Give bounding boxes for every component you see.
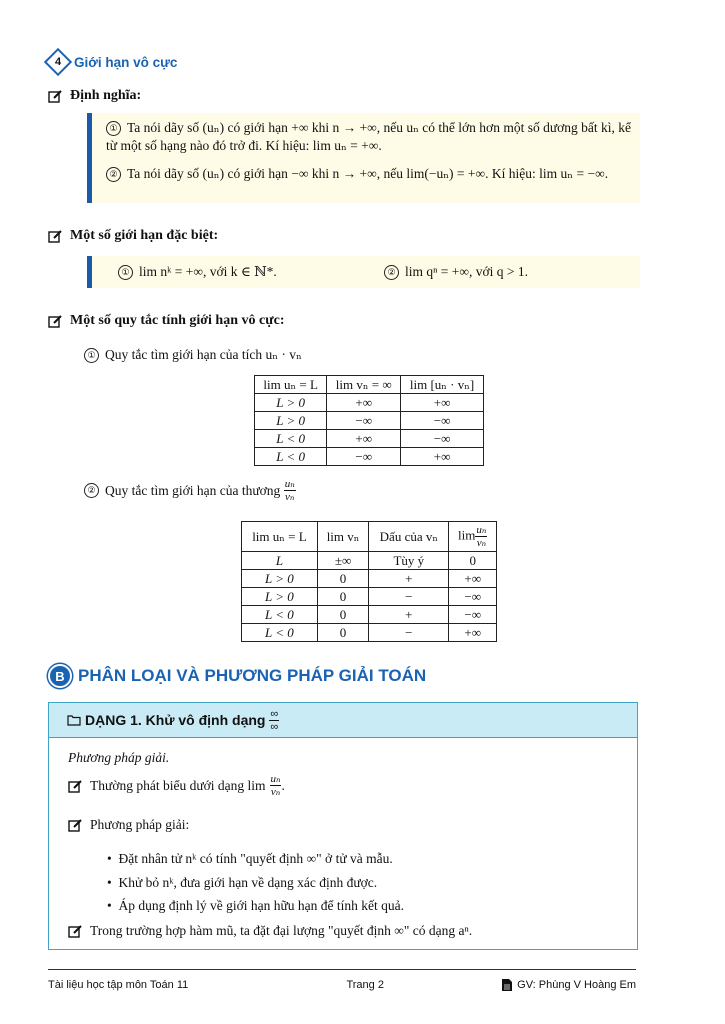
edit-icon xyxy=(68,779,82,793)
document-icon xyxy=(502,979,512,991)
table-row: L > 0 −∞ −∞ xyxy=(255,412,484,430)
rule-1-text: ① Quy tắc tìm giới hạn của tích uₙ · vₙ xyxy=(84,347,302,363)
dang-1-point-3: Trong trường hợp hàm mũ, ta đặt đại lượng "quyết định ∞" có dạng aⁿ. xyxy=(68,923,472,939)
table-header-row: lim uₙ = L lim vₙ Dấu của vₙ lim $\frac{\text{uₙ}}{\text{vₙ}}$ xyxy=(242,522,497,552)
definition-heading: Định nghĩa: xyxy=(48,88,141,104)
edit-icon xyxy=(48,314,62,328)
section-b-title: PHÂN LOẠI VÀ PHƯƠNG PHÁP GIẢI TOÁN xyxy=(78,666,427,685)
table-row: L < 0 0 + −∞ xyxy=(242,606,497,624)
table-row: L > 0 0 + +∞ xyxy=(242,570,497,588)
table-row: L > 0 +∞ +∞ xyxy=(255,394,484,412)
page-footer xyxy=(48,969,636,991)
section-b-header xyxy=(48,664,426,688)
special-limit-2: ② lim qⁿ = +∞, với q > 1. xyxy=(384,264,528,280)
table-row: L < 0 −∞ +∞ xyxy=(255,448,484,466)
folder-icon xyxy=(67,714,81,726)
product-rule-table xyxy=(254,375,484,466)
edit-icon xyxy=(68,924,82,938)
special-limit-1: ① lim nᵏ = +∞, với k ∈ ℕ*. xyxy=(118,264,277,280)
dang-1-point-1: Thường phát biểu dưới dạng lim $\frac{\text{uₙ}}{\text{vₙ}}$ . xyxy=(68,773,285,798)
list-item: • Đặt nhân tử nᵏ có tính "quyết định ∞" ở tử và mẫu. xyxy=(107,851,393,866)
method-label: Phương pháp giải. xyxy=(68,750,170,765)
table-header-row: lim uₙ = L lim vₙ = ∞ lim [uₙ · vₙ] xyxy=(255,376,484,394)
edit-icon xyxy=(48,89,62,103)
list-item: • Áp dụng định lý về giới hạn hữu hạn để tính kết quả. xyxy=(107,898,405,913)
edit-icon xyxy=(68,818,82,832)
quotient-rule-table xyxy=(241,521,497,642)
section-4-header xyxy=(48,52,177,72)
table-row: L < 0 +∞ −∞ xyxy=(255,430,484,448)
special-limits-heading: Một số giới hạn đặc biệt: xyxy=(48,228,218,244)
edit-icon xyxy=(48,229,62,243)
footer-right: GV: Phùng V Hoàng Em xyxy=(502,979,636,991)
rule-2-text: ② Quy tắc tìm giới hạn của thương $\frac{\text{uₙ}}{\text{vₙ}}$ xyxy=(84,478,296,503)
method-bullets xyxy=(107,847,404,918)
section-letter-badge: B xyxy=(48,664,72,688)
table-row: L < 0 0 − +∞ xyxy=(242,624,497,642)
table-row: L ±∞ Tùy ý 0 xyxy=(242,552,497,570)
list-item: • Khử bỏ nᵏ, đưa giới hạn về dạng xác định được. xyxy=(107,874,378,890)
section-number-badge: 4 xyxy=(44,48,72,76)
rules-heading: Một số quy tắc tính giới hạn vô cực: xyxy=(48,313,285,329)
section-title: Giới hạn vô cực xyxy=(74,54,178,70)
footer-left: Tài liệu học tập môn Toán 11 xyxy=(48,979,189,991)
definition-box xyxy=(87,113,640,203)
definition-item-1: ① Ta nói dãy số (uₙ) có giới hạn +∞ khi n → +∞, nếu uₙ có thể lớn hơn một số dương bất kì, kể từ một số hạng nào đó trở đi. Kí hiệu: lim uₙ = +∞. xyxy=(106,120,632,153)
special-limits-box xyxy=(87,256,640,288)
definition-item-2: ② Ta nói dãy số (uₙ) có giới hạn −∞ khi n → +∞, nếu lim(−uₙ) = +∞. Kí hiệu: lim uₙ = −∞. xyxy=(106,165,631,183)
dang-1-header: DẠNG 1. Khử vô định dạng $\frac{\infty}{\infty}$ xyxy=(49,703,637,738)
table-row: L > 0 0 − −∞ xyxy=(242,588,497,606)
dang-1-box xyxy=(48,702,638,950)
dang-1-point-2: Phương pháp giải: xyxy=(68,817,189,833)
quotient-fraction: $\frac{\text{uₙ}}{\text{vₙ}}$ xyxy=(284,478,295,503)
footer-page-number: Trang 2 xyxy=(346,979,384,991)
